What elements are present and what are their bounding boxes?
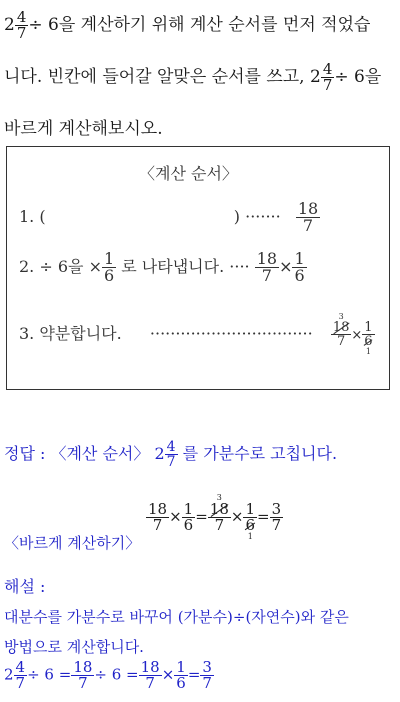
fraction-18-7: $\frac{18}{7}$	[297, 199, 319, 235]
fraction-4-7: $\frac{4}{7}$	[16, 8, 27, 42]
cancelled-fraction-1-6: 1 6 1	[364, 320, 373, 356]
question-text-2: 니다. 빈칸에 들어갈 알맞은 순서를 쓰고,	[4, 67, 305, 87]
question-line-2	[4, 62, 381, 93]
mixed-whole: 2	[4, 15, 15, 35]
explanation-line-1: 대분수를 가분수로 바꾸어 (가분수)÷(자연수)와 같은	[4, 608, 349, 626]
mixed-whole-2: 2	[309, 67, 321, 87]
box-title: 〈계산 순서〉	[139, 164, 238, 183]
step-2: 2. ÷ 6을 × $\frac{1}{6}$ 로 나타냅니다. ···· $\frac{18}{7}$ × $\frac{1}{6}$	[19, 249, 305, 285]
explanation-line-2: 방법으로 계산합니다.	[4, 638, 144, 656]
question-text-1: ÷ 6을 계산하기 위해 계산 순서를 먼저 적었습	[28, 15, 371, 35]
question-text-2b: ÷ 6을	[334, 67, 382, 87]
fraction-4-7-answer: $\frac{4}{7}$	[166, 439, 176, 470]
step-1: 1. ( ) ······· $\frac{18}{7}$	[19, 199, 319, 235]
calc-label: 〈바르게 계산하기〉	[4, 534, 141, 552]
question-line-1	[4, 10, 370, 41]
answer-line: 정답 : 〈계산 순서〉 2 $\frac{4}{7}$ 를 가분수로 고칩니다.	[4, 439, 338, 470]
fraction-1-6: $\frac{1}{6}$	[103, 249, 115, 285]
cancelled-fraction-18-7: 3 18 7	[332, 312, 350, 349]
explanation-label: 해설 :	[4, 577, 46, 596]
fraction-1-6: $\frac{1}{6}$	[294, 249, 305, 285]
correct-calculation: $\frac{18}{7}$ × $\frac{1}{6}$ = 3 18 7 × 1 6 1 = $\frac{3}{7}$	[148, 493, 282, 541]
question-line-3: 바르게 계산해보시오.	[4, 119, 163, 139]
dot-leader: ·······	[245, 207, 281, 226]
fraction-18-7: $\frac{18}{7}$	[256, 249, 278, 285]
calc-order-box	[6, 146, 390, 390]
dot-leader: ····	[229, 257, 250, 276]
final-equation: 2 $\frac{4}{7}$ ÷ 6 = $\frac{18}{7}$ ÷ 6 = $\frac{18}{7}$ × $\frac{1}{6}$ = $\frac{3}{7}$	[4, 658, 212, 692]
step-3: 3. 약분합니다. ································ 3 18 7 × 1 6 1	[19, 312, 373, 356]
dot-leader: ································	[149, 324, 313, 343]
fraction-4-7-b: $\frac{4}{7}$	[322, 60, 333, 94]
